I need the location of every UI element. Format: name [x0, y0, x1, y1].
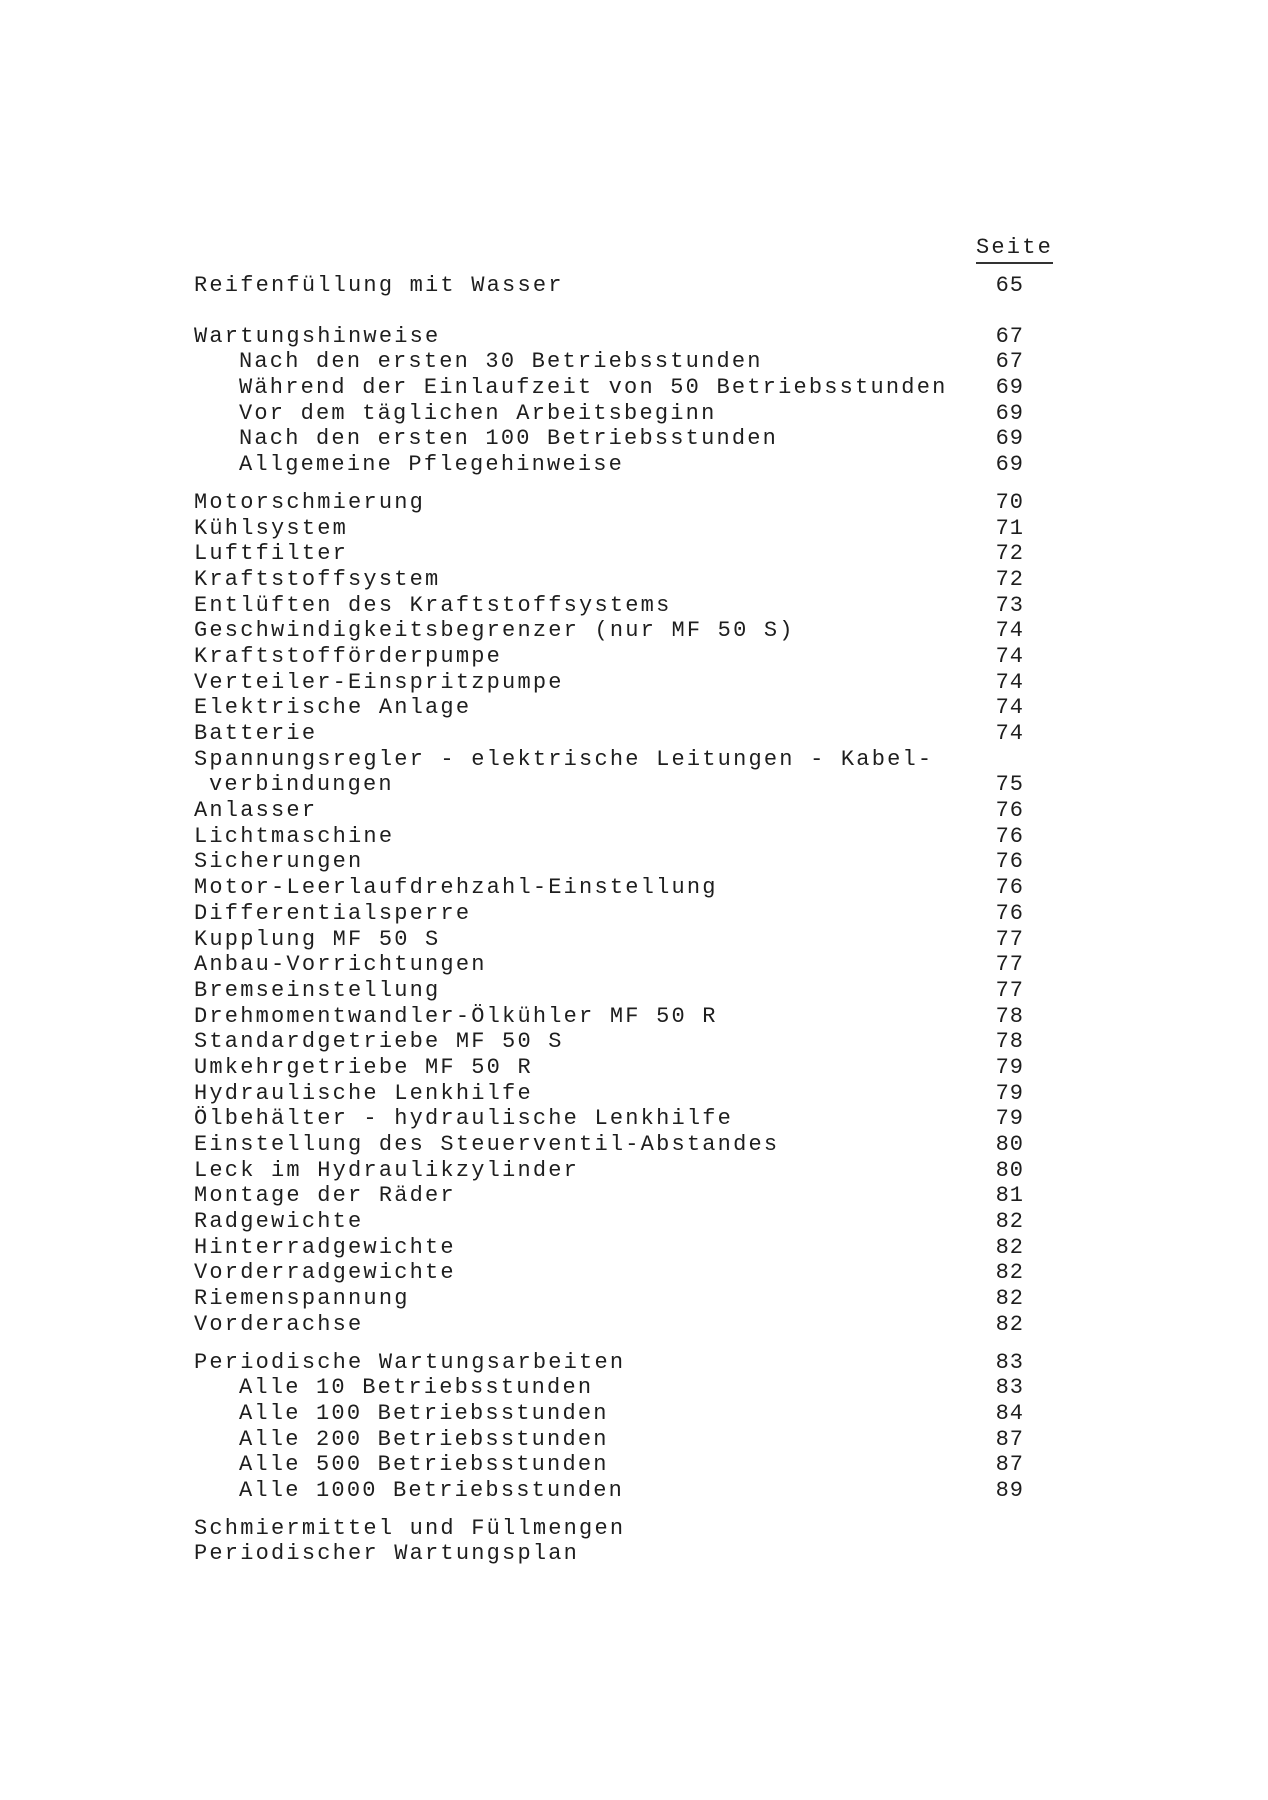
toc-entry — [194, 952, 1024, 978]
toc-entry-page: 69 — [995, 426, 1024, 452]
toc-entry-title: Anbau-Vorrichtungen — [194, 952, 487, 978]
toc-entry — [194, 1029, 1024, 1055]
toc-entry — [194, 567, 1024, 593]
toc-entry-page: 80 — [995, 1132, 1024, 1157]
toc-entry-title: Radgewichte — [194, 1209, 364, 1235]
toc-entry-title: Nach den ersten 100 Betriebsstunden — [239, 426, 779, 452]
toc-entry — [194, 516, 1024, 542]
toc-entry-title: Motorschmierung — [194, 489, 426, 515]
toc-entry-page: 81 — [995, 1183, 1024, 1209]
toc-entry — [194, 1260, 1024, 1286]
toc-entry-page: 78 — [995, 1029, 1024, 1055]
toc-entry-title: Kraftstoffsystem — [194, 566, 441, 592]
toc-entry — [194, 875, 1024, 901]
toc-entry-page: 74 — [995, 618, 1024, 644]
toc-entry-page: 77 — [995, 977, 1024, 1003]
toc-entry-page: 80 — [995, 1157, 1024, 1183]
toc-entry-page: 79 — [995, 1080, 1024, 1106]
toc-entry — [194, 1452, 1024, 1478]
toc-entry — [194, 747, 1024, 773]
toc-entry-title: Periodischer Wartungsplan — [194, 1541, 580, 1567]
toc-entry-page: 82 — [995, 1209, 1024, 1235]
toc-entry-title: Bremseinstellung — [194, 977, 441, 1003]
toc-entry — [194, 1209, 1024, 1235]
toc-entry-page: 83 — [995, 1375, 1024, 1401]
toc-entry-page: 89 — [995, 1477, 1024, 1503]
toc-entry-page: 82 — [995, 1234, 1024, 1260]
toc-entry-title: Alle 100 Betriebsstunden — [239, 1400, 609, 1426]
toc-entry-page: 74 — [995, 643, 1024, 669]
toc-entry-title: Standardgetriebe MF 50 S — [194, 1029, 564, 1055]
toc-entry-page: 74 — [995, 695, 1024, 721]
toc-entry — [194, 490, 1024, 516]
toc-entry — [194, 541, 1024, 567]
toc-entry — [194, 401, 1024, 427]
toc-entry-title: Vor dem täglichen Arbeitsbeginn — [239, 400, 717, 426]
toc-entry-title: Alle 1000 Betriebsstunden — [239, 1477, 625, 1503]
toc-entry-title: Alle 200 Betriebsstunden — [239, 1426, 609, 1452]
toc-entry-title: Reifenfüllung mit Wasser — [194, 273, 564, 298]
toc-entry-page: 74 — [995, 721, 1024, 746]
toc-entry — [194, 927, 1024, 953]
toc-entry — [194, 426, 1024, 452]
toc-entry-title: Hydraulische Lenkhilfe — [194, 1080, 533, 1106]
toc-entry-title: Kraftstofförderpumpe — [194, 643, 503, 669]
toc-entry — [194, 824, 1024, 850]
toc-entry-title: Sicherungen — [194, 849, 364, 875]
toc-entry-page: 73 — [995, 592, 1024, 618]
toc-entry-title: Periodische Wartungsarbeiten — [194, 1349, 626, 1375]
toc-entry-title: Verteiler-Einspritzpumpe — [194, 669, 564, 695]
toc-entry-title: Leck im Hydraulikzylinder — [194, 1157, 580, 1183]
toc-entry-page: 77 — [995, 952, 1024, 978]
toc-entry — [194, 1055, 1024, 1081]
toc-entry-title: Kupplung MF 50 S — [194, 926, 441, 952]
toc-entry-title: Hinterradgewichte — [194, 1234, 456, 1260]
toc-entry-page: 67 — [995, 349, 1024, 375]
toc-entry — [194, 1081, 1024, 1107]
toc-entry-title: Ölbehälter - hydraulische Lenkhilfe — [194, 1106, 734, 1132]
toc-entry-page: 77 — [995, 926, 1024, 952]
toc-entry-title: Riemenspannung — [194, 1286, 410, 1312]
toc-entry — [194, 1350, 1024, 1376]
toc-entry — [194, 978, 1024, 1004]
toc-entry-page: 84 — [995, 1400, 1024, 1426]
toc-entry-page: 75 — [995, 772, 1024, 798]
toc-entry-title: Differentialsperre — [194, 900, 472, 926]
toc-entry-page: 82 — [995, 1286, 1024, 1312]
toc-entry — [194, 375, 1024, 401]
toc-entry — [194, 772, 1024, 798]
toc-entry — [194, 1427, 1024, 1453]
toc-entry-page: 67 — [995, 323, 1024, 349]
toc-entry-title: Vorderachse — [194, 1311, 364, 1337]
toc-entry-title: Während der Einlaufzeit von 50 Betriebsstunden — [239, 375, 948, 401]
toc-entry — [194, 721, 1024, 747]
toc-entry — [194, 273, 1024, 299]
toc-entry — [194, 349, 1024, 375]
toc-entry-title: Alle 10 Betriebsstunden — [239, 1375, 594, 1401]
toc-entry-page: 69 — [995, 400, 1024, 426]
table-of-contents — [194, 273, 1024, 1567]
toc-entry — [194, 593, 1024, 619]
toc-entry — [194, 452, 1024, 478]
toc-entry-page: 76 — [995, 823, 1024, 849]
toc-entry — [194, 849, 1024, 875]
toc-entry-page: 65 — [995, 273, 1024, 298]
toc-entry-title: verbindungen — [209, 772, 394, 798]
toc-entry-title: Batterie — [194, 721, 318, 746]
toc-entry — [194, 324, 1024, 350]
toc-entry-title: Schmiermittel und Füllmengen — [194, 1515, 626, 1541]
toc-entry-title: Vorderradgewichte — [194, 1260, 456, 1286]
toc-entry-title: Umkehrgetriebe MF 50 R — [194, 1054, 533, 1080]
toc-entry — [194, 1158, 1024, 1184]
toc-entry-page: 76 — [995, 900, 1024, 926]
toc-entry-title: Einstellung des Steuerventil-Abstandes — [194, 1132, 780, 1157]
toc-entry-page: 78 — [995, 1003, 1024, 1029]
toc-entry — [194, 644, 1024, 670]
toc-entry-page: 87 — [995, 1452, 1024, 1478]
toc-entry-page: 79 — [995, 1106, 1024, 1132]
toc-entry — [194, 1401, 1024, 1427]
toc-entry-title: Allgemeine Pflegehinweise — [239, 452, 625, 478]
toc-entry-page: 72 — [995, 566, 1024, 592]
toc-entry — [194, 1132, 1024, 1158]
toc-entry — [194, 1004, 1024, 1030]
page-column-header: Seite — [976, 235, 1053, 264]
toc-entry-page: 82 — [995, 1311, 1024, 1337]
toc-entry — [194, 1312, 1024, 1338]
toc-entry-title: Nach den ersten 30 Betriebsstunden — [239, 349, 763, 375]
toc-entry-page: 76 — [995, 875, 1024, 901]
toc-entry-title: Montage der Räder — [194, 1183, 456, 1209]
toc-entry — [194, 1478, 1024, 1504]
toc-entry — [194, 1183, 1024, 1209]
toc-entry-page: 69 — [995, 375, 1024, 401]
toc-entry — [194, 1286, 1024, 1312]
toc-entry-title: Entlüften des Kraftstoffsystems — [194, 592, 672, 618]
toc-entry-title: Geschwindigkeitsbegrenzer (nur MF 50 S) — [194, 618, 795, 644]
toc-entry — [194, 695, 1024, 721]
toc-entry — [194, 670, 1024, 696]
toc-entry-page: 69 — [995, 452, 1024, 478]
toc-entry-title: Elektrische Anlage — [194, 695, 472, 721]
toc-entry — [194, 1375, 1024, 1401]
toc-entry-title: Motor-Leerlaufdrehzahl-Einstellung — [194, 875, 718, 901]
toc-entry-title: Luftfilter — [194, 541, 349, 567]
toc-entry-page: 72 — [995, 541, 1024, 567]
toc-entry — [194, 901, 1024, 927]
toc-entry-page: 79 — [995, 1054, 1024, 1080]
toc-entry-page: 74 — [995, 669, 1024, 695]
toc-entry-page: 87 — [995, 1426, 1024, 1452]
toc-entry-page: 82 — [995, 1260, 1024, 1286]
toc-entry-page: 71 — [995, 515, 1024, 541]
toc-entry-title: Drehmomentwandler-Ölkühler MF 50 R — [194, 1003, 718, 1029]
toc-entry-title: Kühlsystem — [194, 515, 349, 541]
toc-entry-title: Anlasser — [194, 798, 318, 824]
toc-entry-title: Wartungshinweise — [194, 323, 441, 349]
toc-entry-page: 70 — [995, 489, 1024, 515]
toc-entry — [194, 618, 1024, 644]
toc-entry-title: Spannungsregler - elektrische Leitungen - Kabel- — [194, 746, 934, 772]
toc-entry — [194, 1516, 1024, 1542]
toc-entry — [194, 1106, 1024, 1132]
toc-entry — [194, 1541, 1024, 1567]
toc-entry — [194, 1235, 1024, 1261]
toc-entry — [194, 798, 1024, 824]
toc-entry-title: Alle 500 Betriebsstunden — [239, 1452, 609, 1478]
toc-entry-page: 83 — [995, 1349, 1024, 1375]
toc-entry-page: 76 — [995, 849, 1024, 875]
toc-entry-title: Lichtmaschine — [194, 823, 395, 849]
toc-entry-page: 76 — [995, 798, 1024, 824]
